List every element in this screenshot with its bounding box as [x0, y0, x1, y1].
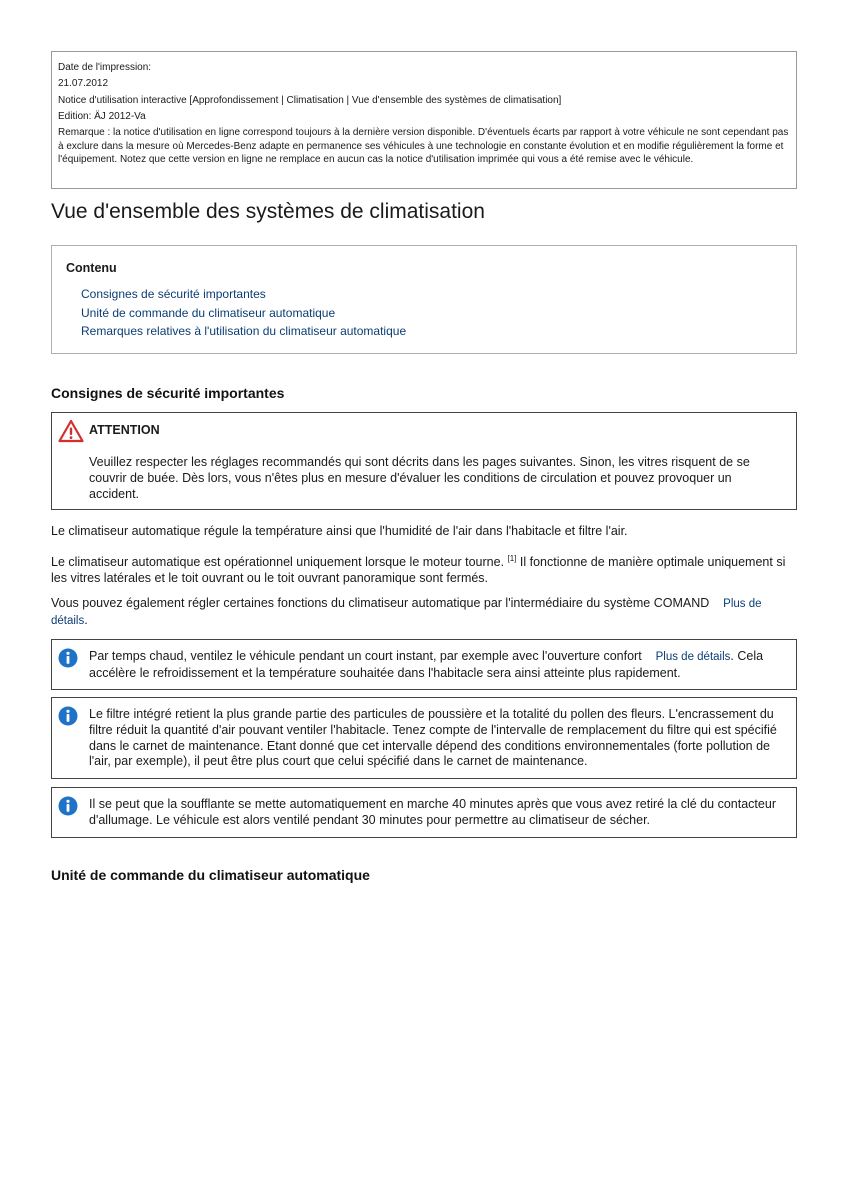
- print-metadata-box: [51, 51, 797, 189]
- section-heading-safety: Consignes de sécurité importantes: [51, 385, 285, 401]
- info-box-hot-weather: [51, 639, 797, 690]
- remark-text: Remarque : la notice d'utilisation en ligne correspond toujours à la dernière version disponible. D'éventuels écarts par rapport à votre véhicule ne sont cependant pas à exclure dans la mesure où Mercedes-Benz adapte en permanence ses véhicules à une technologie en constante évolution et en modifie régulièrement la forme et l'équipement. Notez que cette version en ligne ne remplace en aucun cas la notice d'utilisation imprimée qui vous a été remise avec le véhicule.: [58, 127, 789, 166]
- more-details-link-comand[interactable]: Plus de détails: [51, 598, 762, 627]
- print-date-label: Date de l'impression:: [58, 62, 152, 73]
- paragraph-operation-b: Il fonctionne de manière optimale uniquement si les vitres latérales et le toit ouvrant ou le toit ouvrant panoramique sont fermés.: [51, 555, 786, 585]
- paragraph-operation-a: Le climatiseur automatique est opérationnel uniquement lorsque le moteur tourne.: [51, 555, 505, 569]
- warning-title: ATTENTION: [89, 423, 160, 437]
- info-box-blower: [51, 787, 797, 838]
- info-box-filter: [51, 697, 797, 779]
- table-of-contents: [51, 245, 797, 354]
- info-circle-icon: [58, 648, 78, 668]
- info-text-hot-weather: [89, 649, 789, 682]
- info-hot-weather-a: Par temps chaud, ventilez le véhicule pendant un court instant, par exemple avec l'ouverture confort: [89, 649, 642, 663]
- edition: Edition: ÄJ 2012-Va: [58, 110, 146, 122]
- info-circle-icon: [58, 706, 78, 726]
- page-title: Vue d'ensemble des systèmes de climatisation: [51, 200, 485, 223]
- section-heading-control-unit: Unité de commande du climatiseur automatique: [51, 867, 370, 883]
- print-date: 21.07.2012: [58, 78, 109, 90]
- info-hot-weather-b: . Cela accélère le refroidissement et la température souhaitée dans l'habitacle sera ainsi atteinte plus rapidement.: [89, 649, 764, 680]
- toc-heading: Contenu: [66, 261, 117, 275]
- warning-text: Veuillez respecter les réglages recommandés qui sont décrits dans les pages suivantes. Sinon, les vitres risquent de se couvrir de buée. Dès lors, vous n'êtes plus en mesure d'évaluer les conditions de circulation et pouvez provoquer un accident.: [89, 455, 750, 501]
- info-text-blower: Il se peut que la soufflante se mette automatiquement en marche 40 minutes après que vous avez retiré la clé du contacteur d'allumage. Le véhicule est alors ventilé pendant 30 minutes pour permettre au climatiseur de sécher.: [89, 797, 776, 827]
- paragraph-comand: [51, 595, 797, 629]
- footnote-ref[interactable]: [1]: [507, 554, 517, 563]
- info-text-filter: Le filtre intégré retient la plus grande partie des particules de poussière et la totalité du pollen des fleurs. L'encrassement du filtre réduit la quantité d'air pouvant ventiler l'habitacle. Tenez compte de l'intervalle de remplacement du filtre qui est spécifié dans le carnet de maintenance. Etant donné que cet intervalle dépend des conditions environnementales (forte pollution de l'air, par exemple), il peut être plus court que celui spécifié dans le carnet de maintenance.: [89, 707, 777, 769]
- info-circle-icon: [58, 796, 78, 816]
- toc-link-usage-notes[interactable]: Remarques relatives à l'utilisation du climatiseur automatique: [81, 324, 407, 338]
- paragraph-operation: [51, 551, 797, 586]
- warning-triangle-icon: [58, 419, 84, 443]
- paragraph-regulation: Le climatiseur automatique régule la température ainsi que l'humidité de l'air dans l'habitacle et filtre l'air.: [51, 524, 628, 538]
- notice-path: Notice d'utilisation interactive [Approfondissement | Climatisation | Vue d'ensemble des systèmes de climatisation]: [58, 94, 562, 106]
- paragraph-comand-b: .: [84, 613, 88, 627]
- paragraph-comand-a: Vous pouvez également régler certaines fonctions du climatiseur automatique par l'intermédiaire du système COMAND: [51, 596, 710, 610]
- toc-link-control-unit[interactable]: Unité de commande du climatiseur automatique: [81, 305, 336, 320]
- warning-box: [51, 412, 797, 510]
- toc-link-safety[interactable]: Consignes de sécurité importantes: [81, 287, 266, 301]
- more-details-link-comfort[interactable]: Plus de détails: [655, 651, 731, 663]
